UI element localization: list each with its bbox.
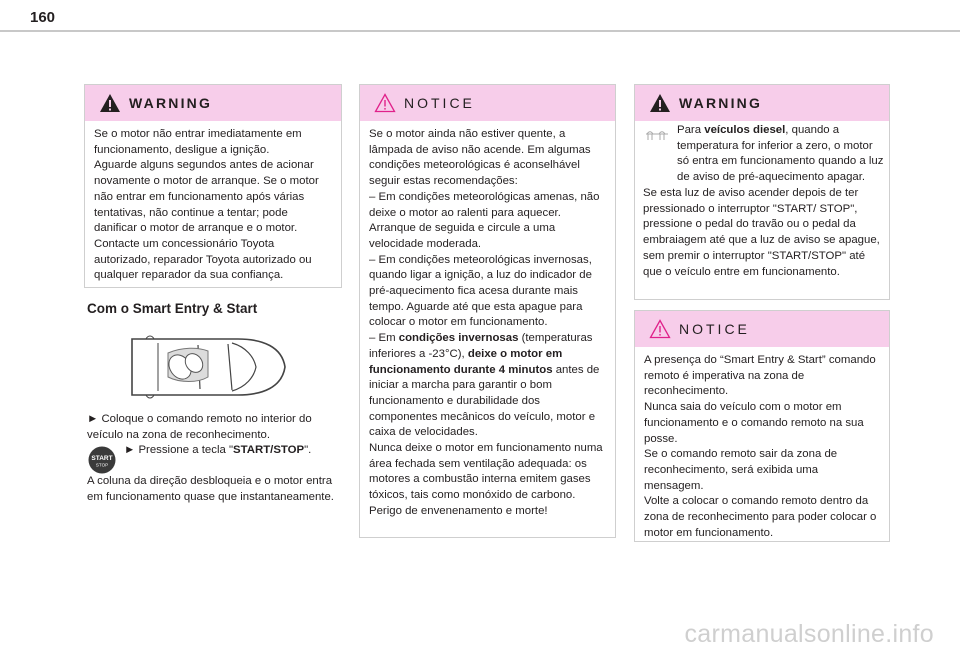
warning-triangle-icon [99, 93, 121, 113]
start-stop-key: START/STOP [233, 444, 305, 456]
notice-box-middle [359, 84, 616, 538]
notice-box-right [634, 310, 890, 542]
notice-paragraph: – Em condições meteorológicas invernosas, quando ligar a ignição, a luz do indicador de pré-aquecimento fica acesa durante mais tempo. Aguarde até que esta apague para colocar o motor em funcionamento. [369, 253, 592, 329]
glow-plug-icon [645, 130, 669, 142]
step2-suffix: ". [304, 444, 312, 456]
diesel-warning-text: Se esta luz de aviso acender depois de ter pressionado o interruptor "START/ STOP", pressione o pedal do travão ou o pedal da embraiagem até que a luz de aviso se apague, sem premir o interruptor "START/STOP" até que o veículo entre em funcionamento. [643, 187, 880, 278]
diesel-warning-intro: Para veículos diesel, quando a temperatura for inferior a zero, o motor só entra em funcionamento quando a luz de aviso de pré-aquecimento apagar. [677, 124, 884, 184]
steering-column-note: A coluna da direção desbloqueia e o motor entra em funcionamento quase que instantaneamente. [87, 475, 334, 503]
notice-paragraph: Se o motor ainda não estiver quente, a lâmpada de aviso não acende. Em algumas condições meteorológicas é aconselhável seguir estas recomendações: [369, 128, 591, 188]
start-icon-label: START [91, 455, 113, 462]
warning-title: WARNING [679, 95, 763, 111]
instruction-step-1: ► Coloque o comando remoto no interior do veículo na zona de reconhecimento. [87, 413, 312, 441]
notice-paragraph: – Em condições invernosas (temperaturas inferiores a -23°C), deixe o motor em funcionamento durante 4 minutos antes de iniciar a marcha para garantir o bom funcionamento e durabilidade dos componentes mecânicos do veículo, motor e caixa de velocidades. [369, 332, 600, 439]
warning-triangle-icon [649, 93, 671, 113]
page-number: 160 [30, 9, 56, 26]
notice-header [360, 85, 615, 121]
notice-header [635, 311, 889, 347]
notice-triangle-icon [374, 93, 396, 113]
notice-paragraph: Nunca deixe o motor em funcionamento numa área fechada sem ventilação adequada: os motores a combustão interna emitem gases tóxicos, tais como monóxido de carbono. Perigo de envenenamento e morte! [369, 442, 603, 517]
car-key-illustration [128, 333, 288, 401]
notice-triangle-icon [649, 319, 671, 339]
notice-paragraph: – Em condições meteorológicas amenas, não deixe o motor ao ralenti para aquecer. Arranque de seguida e circule a uma velocidade moderada. [369, 190, 600, 250]
start-stop-button-icon [88, 446, 116, 474]
notice-text [360, 121, 615, 520]
notice-text: A presença do “Smart Entry & Start” comando remoto é imperativa na zona de reconhecimento. Nunca saia do veículo com o motor em funcionamento e o comando remoto na sua posse. Se o comando remoto sair da zona de reconhecimento, será exibida uma mensagem. Volte a colocar o comando remoto dentro da zona de reconhecimento para poder colocar o motor em funcionamento. [644, 354, 877, 539]
warning-text: Se o motor não entrar imediatamente em funcionamento, desligue a ignição. Aguarde alguns segundos antes de acionar novamente o motor de arranque. Se o motor não entrar em funcionamento após várias tentativas, não continue a tentar; pode danificar o motor de arranque e o motor. Contacte um concessionário Toyota autorizado, reparador Toyota autorizado ou qualquer reparador da sua confiança. [94, 128, 319, 282]
stop-icon-label: STOP [95, 462, 109, 468]
header-divider [0, 30, 960, 32]
section-heading: Com o Smart Entry & Start [87, 301, 258, 316]
notice-title: NOTICE [404, 95, 475, 111]
instruction-step-2 [124, 443, 344, 459]
notice-title: NOTICE [679, 321, 750, 337]
warning-header [85, 85, 341, 121]
warning-header [635, 85, 889, 121]
warning-title: WARNING [129, 95, 213, 111]
step2-prefix: ► Pressione a tecla " [124, 444, 234, 456]
warning-box-left [84, 84, 342, 288]
footer-watermark: carmanualsonline.info [684, 620, 934, 648]
